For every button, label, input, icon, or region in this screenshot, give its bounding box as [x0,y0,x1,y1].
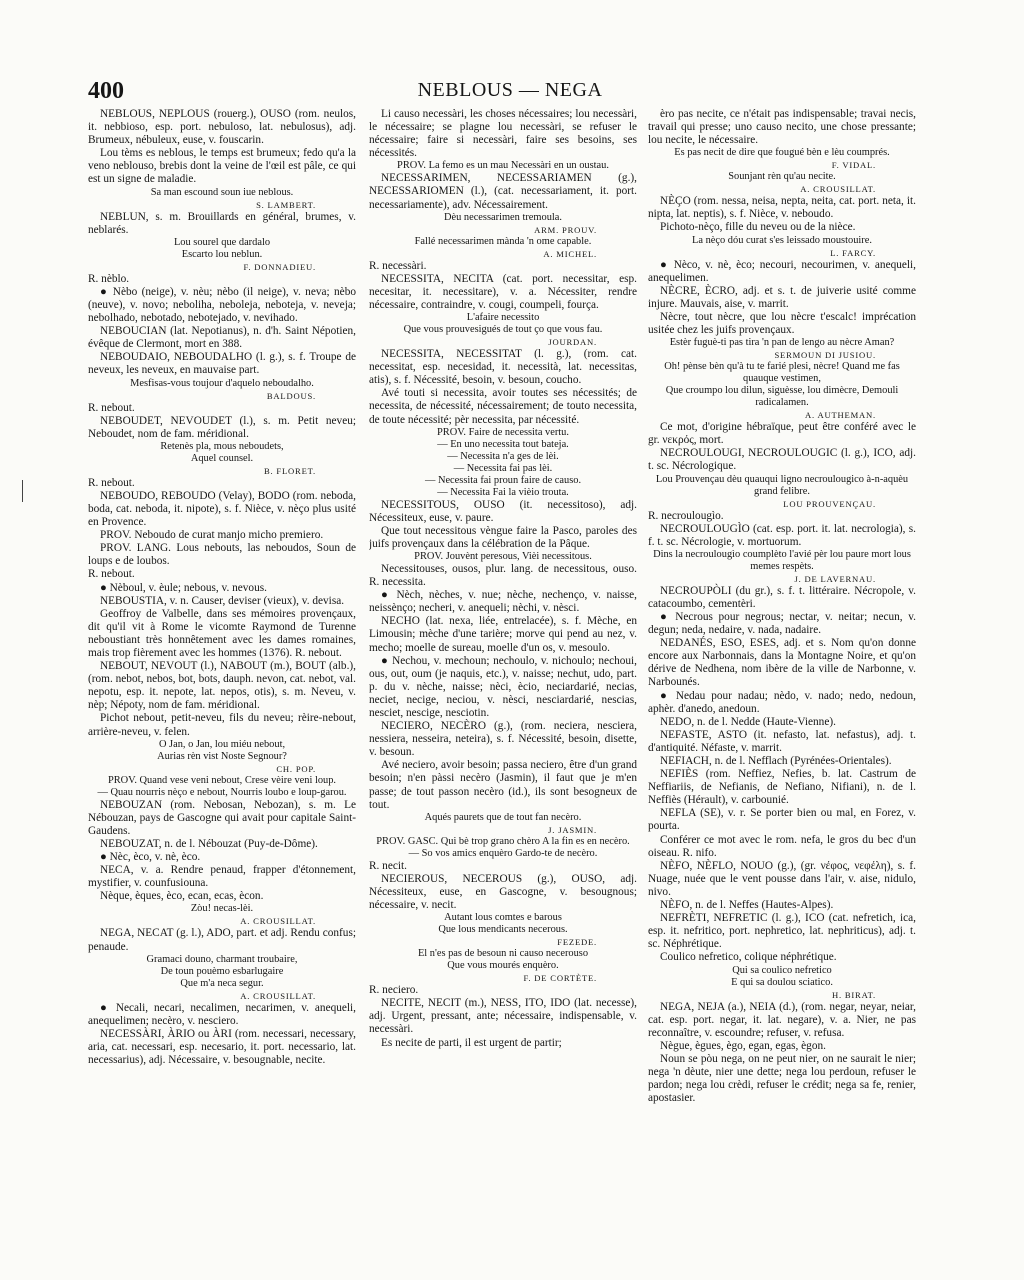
entry-paragraph: NEBOUDET, NEVOUDET (l.), s. m. Petit neveu; Neboudet, nom de fam. méridional. [88,414,356,440]
entry-paragraph: Lou tèms es neblous, le temps est brumeux; fedo qu'a la veno neblouso, brebis dont la veine de l'œil est pâle, ce qui est un signe de maladie. [88,147,356,186]
entry-paragraph: NECROUPÒLI (du gr.), s. f. t. littéraire. Nécropole, v. catacoumbo, cementèri. [648,584,916,610]
quotation-line: — Necessita n'a ges de lèi. [447,450,559,462]
quotation-line: Oh! pènse bèn qu'à tu te farié plesi, nècre! Quand me fas quauque vestimen, [664,361,900,385]
quotation-author: JOURDAN. [548,337,597,348]
column-2 [369,108,637,1188]
entry-paragraph: NEFRÈTI, NEFRETIC (l. g.), ICO (cat. nefretich, ica, esp. it. nefritico, port. nephretico, lat. nephriticus), adj. t. sc. Néphrétique. [648,912,916,951]
quotation-author: CH. POP. [276,763,316,774]
entry-paragraph: Avé touti si necessita, avoir toutes ses nécessités; de necessita, de nécessité, nécessairement; de touto necessita, de toute nécessité; pèr necessita, par nécessité. [369,387,637,426]
quotation-author: L. FARCY. [830,247,876,258]
quotation-line: La nèço dóu curat s'es leissado moustouire. [692,234,872,246]
entry-paragraph: NECESSITA, NECESSITAT (l. g.), (rom. cat. necessitat, esp. necesidad, it. necessità, lat. necessitas, atis), s. f. Nécessité, besoin, v. besoun, coucho. [369,348,637,387]
entry-paragraph: NEFASTE, ASTO (it. nefasto, lat. nefastus), adj. t. d'antiquité. Néfaste, v. marrit. [648,728,916,754]
entry-paragraph: Es necite de parti, il est urgent de partir; [381,1036,562,1049]
quotation-line: Sounjant rèn qu'au necite. [728,171,836,183]
quotation-line: — En uno necessita tout bateja. [437,438,569,450]
entry-paragraph: NEBOUT, NEVOUT (l.), NABOUT (m.), BOUT (alb.), (rom. nebot, nebos, bot, bots, dauph. nevon, cat. nebot, val. nepotu, esp. it. nepote, lat. nepos, otis), s. m. Neveu, v. nèp; Népoty, nom de fam. méridional. [88,660,356,712]
quotation-line: Aurias rèn vist Noste Segnour? [157,750,287,762]
quotation-author: ARM. PROUV. [534,224,597,235]
entry-paragraph: NECROULOUGÌO (cat. esp. port. it. lat. necrologia), s. f. t. sc. Nécrologie, v. mortuorum. [648,522,916,548]
quotation-line: Que m'a neca segur. [180,977,264,989]
quotation-line: E qui sa doulou sciatico. [731,976,833,988]
entry-paragraph: NÈFO, NÈFLO, NOUO (g.), (gr. νέφος, νεφέλη), s. f. Nuage, nuée que le vent pousse dans l'air, v. aise, nidulo, nivo. [648,859,916,898]
root-reference: R. necroulougìo. [648,509,724,522]
entry-paragraph: Conférer ce mot avec le rom. nefa, le gros du bec d'un oiseau. R. nifo. [648,833,916,859]
quotation-line: O Jan, o Jan, lou miéu nebout, [158,738,286,750]
entry-paragraph: NECIERO, NECÈRO (g.), (rom. neciera, nesciera, nessiera, nesseira, neteira), s. f. Nécessité, besoin, disette, v. besoun. [369,720,637,759]
entry-paragraph: NECESSÀRI, ÀRIO ou ÀRI (rom. necessari, necessary, aria, cat. necessari, esp. necesario, it. port. necessario, lat. necessarius), adj. Nécessaire, v. besougnable, necite. [88,1027,356,1066]
entry-paragraph: NEBOUZAN (rom. Nebosan, Nebozan), s. m. Le Nébouzan, pays de Gascogne qui avait pour capitale Saint-Gaudens. [88,798,356,837]
entry-paragraph: NEBLOUS, NEPLOUS (rouerg.), OUSO (rom. neulos, it. nebbioso, esp. port. nebuloso, lat. nebulosus), adj. Brumeux, nébuleux, euse, v. fouscarin. [88,108,356,147]
entry-paragraph: NECHO (lat. nexa, liée, entrelacée), s. f. Mèche, en Limousin; mèche d'une tarière; morve qui pend au nez, v. mecho; moelle de sureau, moelle d'un os, v. mesoulo. [369,615,637,654]
column-1 [88,108,356,1188]
quotation-line: Que croumpo lou dilun, siguèsse, lou dimècre, Demouli radicalamen. [665,385,899,409]
entry-paragraph: èro pas necite, ce n'était pas indispensable; travai necis, travail qui presse; uno causo necito, une chose pressante; lou necite, le nécessaire. [648,108,916,147]
root-reference: R. nebout. [88,568,135,581]
entry-paragraph: Nègue, ègues, ègo, egan, egas, ègon. [660,1039,826,1052]
root-reference: R. necit. [369,859,407,872]
quotation-author: J. JASMIN. [548,824,597,835]
quotation-author: F. DE CORTÈTE. [523,973,597,984]
entry-paragraph: NECROULOUGI, NECROULOUGIC (l. g.), ICO, adj. t. sc. Nécrologique. [648,447,916,473]
quotation-line: Que vous prouvesigués de tout ço que vous fau. [403,324,603,336]
quotation-line: L'afaire necessito [466,312,540,324]
entry-paragraph: NEBOUCIAN (lat. Nepotianus), n. d'h. Saint Népotien, évêque de Clermont, mort en 388. [88,325,356,351]
entry-paragraph: Nèque, èques, èco, ecan, ecas, ècon. [100,890,264,903]
root-reference: R. nebout. [88,476,135,489]
quotation-line: Escarto lou neblun. [181,248,263,260]
quotation-author: LOU PROUVENÇAU. [783,498,876,509]
quotation-line: PROV. Jouvènt peresous, Vièi necessitous. [414,550,592,562]
quotation-line: Zòu! necas-lèi. [190,903,254,915]
entry-paragraph: ● Necali, necari, necalimen, necarimen, v. anequeli, anequelimen; necèro, v. nesciero. [88,1001,356,1027]
column-3 [648,108,916,1188]
entry-paragraph: PROV. Neboudo de curat manjo micho premiero. [100,529,324,542]
quotation-line: Fallé necessarimen mànda 'n ome capable. [414,235,592,247]
entry-paragraph: NECITE, NECIT (m.), NESS, ITO, IDO (lat. necesse), adj. Urgent, pressant, ante; nécessaire, indispensable, v. necessàri. [369,997,637,1036]
entry-paragraph: NEGA, NECAT (g. l.), ADO, part. et adj. Rendu confus; penaude. [88,927,356,953]
entry-paragraph: Pichot nebout, petit-neveu, fils du neveu; rèire-nebout, arrière-neveu, v. felen. [88,712,356,738]
entry-paragraph: NEBOUSTIA, v. n. Causer, deviser (vieux), v. devisa. [100,594,345,607]
quotation-line: Mesfisas-vous toujour d'aquelo neboudalho. [130,377,314,389]
entry-paragraph: NÈCRE, ÈCRO, adj. et s. t. de juiverie usité comme injure. Mauvais, aise, v. marrit. [648,284,916,310]
root-reference: R. nèblo. [88,272,130,285]
quotation-line: — Quau nourris nèço e nebout, Nourris loubo e loup-garou. [97,786,347,798]
quotation-author: SERMOUN DI JUSIOU. [774,350,876,361]
quotation-author: BALDOUS. [266,390,316,401]
quotation-author: A. CROUSILLAT. [800,184,876,195]
quotation-line: Gramaci douno, charmant troubaire, [146,953,298,965]
entry-paragraph: Noun se pòu nega, on ne peut nier, on ne saurait le nier; nega 'n dèute, nier une dette; nega lou perdoun, refuser le pardon; nega lou crèdi, refuser le crédit; nega sa fe, renier, apostasier. [648,1052,916,1105]
quotation-author: F. DONNADIEU. [243,261,316,272]
entry-paragraph: NEBOUZAT, n. de l. Nébouzat (Puy-de-Dôme). [100,837,318,850]
entry-paragraph: NECESSITOUS, OUSO (it. necessitoso), adj. Nécessiteux, euse, v. paure. [369,498,637,524]
quotation-author: A. CROUSILLAT. [240,990,316,1001]
quotation-line: Estèr fuguè-ti pas tira 'n pan de lengo au nècre Aman? [669,337,895,349]
quotation-line: Qui sa coulico nefretico [732,964,832,976]
page-header [88,78,932,108]
quotation-line: PROV. Quand vese veni nebout, Crese vèire veni loup. [107,774,337,786]
quotation-line: — Necessita fai pas lèi. [453,462,553,474]
entry-paragraph: ● Nèc, èco, v. nè, èco. [100,851,201,864]
entry-paragraph: NECA, v. a. Rendre penaud, frapper d'étonnement, mystifier, v. counfusiouna. [88,864,356,890]
quotation-line: PROV. Faire de necessita vertu. [437,426,569,438]
root-reference: R. nebout. [88,401,135,414]
entry-paragraph: NEFLA (SE), v. r. Se porter bien ou mal, en Forez, v. pourta. [648,807,916,833]
entry-paragraph: ● Nechou, v. mechoun; nechoulo, v. nichoulo; nechoui, ous, out, oum (je naquis, etc.), v. naisse; nechut, udo, part. p. du v. nèche, naisse; nèci, ècio, neciardarié, necias, neciet, necige, neciou, v. nèsci, nesciardarié, nescias, nesciet, nescige, nesciotin. [369,654,637,719]
quotation-author: S. LAMBERT. [256,199,316,210]
quotation-line: PROV. GASC. Qui bè trop grano chèro A la fin es en necèro. [376,835,630,847]
quotation-author: A. CROUSILLAT. [240,916,316,927]
quotation-line: Dins la necroulougìo coumplèto l'avié pèr lou paure mort lous memes respèts. [653,548,911,572]
entry-paragraph: NECESSITA, NECITA (cat. port. necessitar, esp. necesitar, it. necessitare), v. a. Nécessiter, rendre nécessaire, contraindre, v. cougi, coumpeli, fourça. [369,272,637,311]
quotation-line: — So vos amics enquèro Gardo-te de necèro. [408,847,598,859]
quotation-author: FEZEDE. [557,937,597,948]
quotation-line: Que vous mourés enquèro. [447,960,559,972]
quotation-line: Autant lous comtes e barous [444,912,562,924]
entry-paragraph: ● Nedau pour nadau; nèdo, v. nado; nedo, nedoun, aphèr. d'anedo, anedoun. [648,689,916,715]
quotation-line: Que lous mendicants necerous. [438,924,568,936]
quotation-author: B. FLORET. [263,465,316,476]
entry-paragraph: NEBOUDO, REBOUDO (Velay), BODO (rom. neboda, boda, cat. neboda, it. nipote), s. f. Nièce, v. nèço plus usité en Provence. [88,489,356,529]
entry-paragraph: Avé neciero, avoir besoin; passa neciero, être d'un grand besoin; n'en pàssi necèro (Jasmin), il faut que je m'en passe; de tout passon necèro (id.), ils sont besogneux de tout. [369,759,637,811]
quotation-line: De toun pouèmo esbarlugaire [160,965,284,977]
page-number: 400 [88,78,124,104]
quotation-line: Sa man escound soun iue neblous. [150,186,294,198]
margin-mark [22,480,23,502]
quotation-line: El n'es pas de besoun ni causo necerouso [417,948,589,960]
entry-paragraph: Li causo necessàri, les choses nécessaires; lou necessàri, le nécessaire; se plagne lou necessàri, se refuser le nécessaire; faire si necessàri, faire ses besoins, ses nécessités. [369,108,637,160]
entry-paragraph: NEBLUN, s. m. Brouillards en général, brumes, v. neblarés. [88,210,356,236]
entry-paragraph: Nècre, tout nècre, que lou nècre t'escalc! imprécation usitée chez les juifs provençaux. [648,310,916,337]
entry-paragraph: NEGA, NEJA (a.), NEIA (d.), (rom. negar, neyar, neiar, cat. esp. port. negar, it. lat. negare), v. a. Nier, ne pas reconnaître, v. escoundre; refuser, v. refusa. [648,1000,916,1039]
entry-paragraph: NEFIACH, n. de l. Nefflach (Pyrénées-Orientales). [660,755,892,767]
quotation-author: F. VIDAL. [831,160,876,171]
quotation-line: — Necessita Fai la vièio trouta. [437,486,569,498]
entry-paragraph: NEBOUDAIO, NEBOUDALHO (l. g.), s. f. Troupe de neveux, les neveux, en mauvaise part. [88,351,356,377]
entry-paragraph: PROV. LANG. Lous nebouts, las neboudos, Soun de loups e de loubos. [88,542,356,568]
quotation-author: J. DE LAVERNAU. [794,573,876,584]
quotation-line: — Necessita fai proun faire de causo. [424,474,582,486]
entry-paragraph: NÈFO, n. de l. Neffes (Hautes-Alpes). [660,899,834,912]
root-reference: R. necessàri. [369,259,427,272]
quotation-author: H. BIRAT. [831,989,876,1000]
quotation-line: Es pas necit de dire que fougué bèn e lèu coumprés. [674,147,890,159]
entry-paragraph: ● Nèco, v. nè, èco; necouri, necourimen, v. anequeli, anequelimen. [648,258,916,284]
entry-paragraph: NEDANÉS, ESO, ESES, adj. et s. Nom qu'on donne encore aux Narbonnais, dans la Montagne Noire, et qu'on dérive de Nedhena, nom ibère de la ville de Narbonne, v. Narbounés. [648,637,916,689]
entry-paragraph: Coulico nefretico, colique néphrétique. [660,951,837,964]
quotation-author: A. AUTHEMAN. [805,410,876,421]
quotation-line: Lou sourel que dardalo [173,236,271,248]
entry-paragraph: ● Nèboul, v. èule; nebous, v. nevous. [100,581,267,594]
quotation-line: Retenès pla, mous neboudets, [160,440,284,452]
quotation-line: Lou Prouvençau dèu quauqui ligno necroulougico à-n-aquèu grand felibre. [655,473,909,497]
entry-paragraph: ● Nèch, nèches, v. nue; nèche, nechenço, v. naisse, neissènço; necheri, v. anequeli; nèchi, v. nèsci. [369,589,637,615]
running-head: NEBLOUS — NEGA [417,79,603,101]
entry-paragraph: Geoffroy de Valbelle, dans ses mémoires provençaux, dit qu'il vit à Rome le vicomte Raymond de Turenne neboustiant très honnêtement avec les dames romaines, mais trop fièrement avec les hommes (1376). R. nebout. [88,607,356,659]
quotation-line: Dèu necessarimen tremoula. [443,211,562,223]
entry-paragraph: NEDO, n. de l. Nedde (Haute-Vienne). [660,715,836,728]
entry-paragraph: ● Necrous pour negrous; nectar, v. neitar; necun, v. degun; neda, nedaire, v. nada, nadaire. [648,610,916,637]
quotation-line: PROV. La femo es un mau Necessàri en un oustau. [397,160,609,172]
quotation-line: Aquel counsel. [190,452,254,464]
entry-paragraph: NEFIÈS (rom. Neffiez, Nefies, b. lat. Castrum de Neffiariis, de Nefianis, de Nefiano, Nifiani), n. de l. Neffiès (Hérault), v. carbounié. [648,768,916,807]
entry-paragraph: Ce mot, d'origine hébraïque, peut être conféré avec le gr. νεκρός, mort. [648,421,916,447]
entry-paragraph: NECIEROUS, NECEROUS (g.), OUSO, adj. Nécessiteux, euse, en Gascogne, v. besougnous; nécessaire, v. necit. [369,872,637,912]
entry-paragraph: NÈÇO (rom. nessa, neisa, nepta, neita, cat. port. neta, it. nipta, lat. neptis), s. f. Nièce, v. neboudo. [648,195,916,221]
entry-paragraph: ● Nèbo (neige), v. nèu; nèbo (il neige), v. neva; nèbo (neuve), v. novo; neboliha, neboleja, neboteja, v. neveja; nebolhado, nebotado, nebotejado, v. nevihado. [88,285,356,325]
root-reference: R. neciero. [369,984,419,997]
entry-paragraph: Necessitouses, ousos, plur. lang. de necessitous, ouso. R. necessita. [369,562,637,589]
entry-paragraph: Pichoto-nèço, fille du neveu ou de la nièce. [660,221,856,234]
quotation-line: Aqués paurets que de tout fan necèro. [424,811,582,823]
quotation-author: A. MICHEL. [543,248,597,259]
entry-paragraph: NECESSARIMEN, NECESSARIAMEN (g.), NECESSARIOMEN (l.), (cat. necessariament, it. port. necessariamente), adv. Nécessairement. [369,172,637,211]
entry-paragraph: Que tout necessitous vèngue faire la Pasco, paroles des juifs provençaux dans la célébration de la Pâque. [369,524,637,550]
